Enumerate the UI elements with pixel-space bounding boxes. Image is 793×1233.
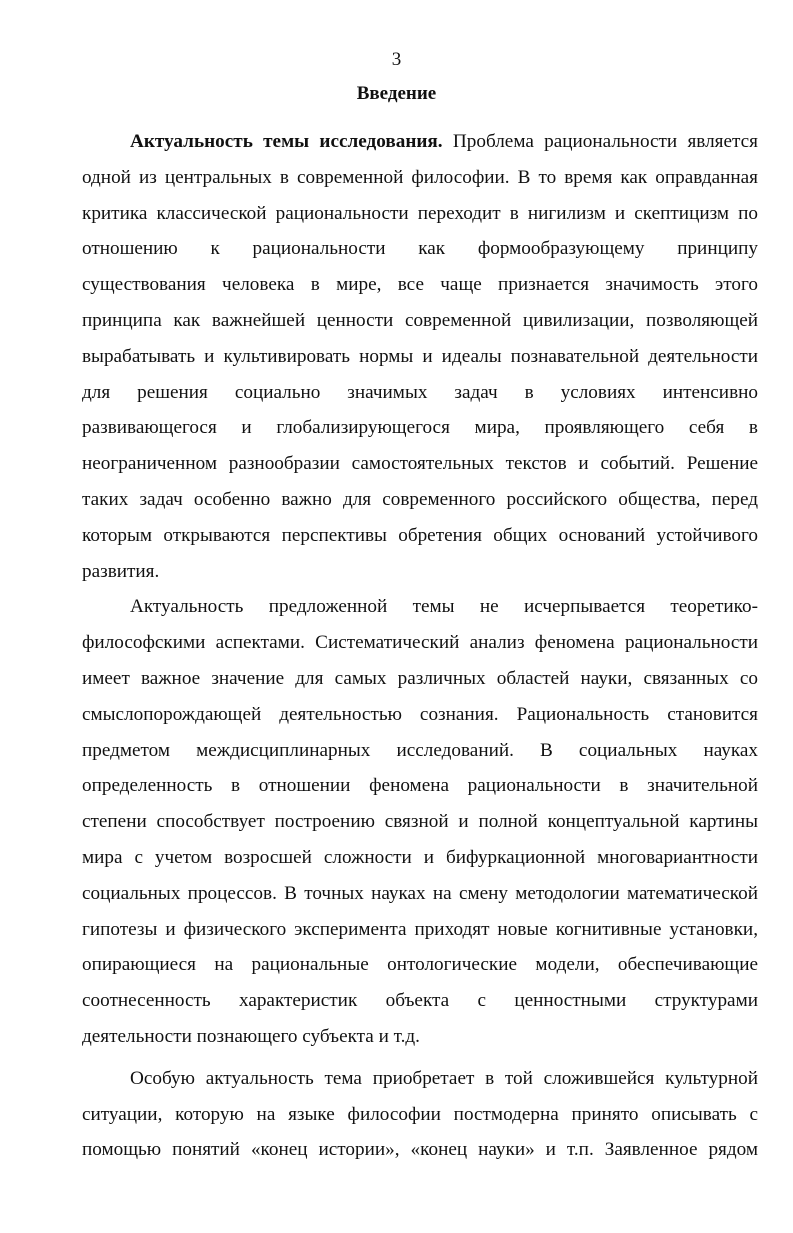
text-line: ситуации, которую на языке философии постмодерна принято описывать с bbox=[82, 1103, 758, 1125]
text-line: вырабатывать и культивировать нормы и идеалы познавательной деятельности bbox=[82, 345, 758, 367]
text-line: отношению к рациональности как формообразующему принципу bbox=[82, 238, 758, 260]
text-line: гипотезы и физического эксперимента приходят новые когнитивные установки, bbox=[82, 918, 758, 940]
text-line: социальных процессов. В точных науках на смену методологии математической bbox=[82, 882, 758, 904]
text-line: определенность в отношении феномена рациональности в значительной bbox=[82, 775, 758, 797]
text-line: развивающегося и глобализирующегося мира, проявляющего себя в bbox=[82, 417, 758, 439]
text-line: таких задач особенно важно для современного российского общества, перед bbox=[82, 488, 758, 510]
text-line: неограниченном разнообразии самостоятельных текстов и событий. Решение bbox=[82, 453, 758, 475]
text-line: существования человека в мире, все чаще признается значимость этого bbox=[82, 274, 758, 296]
paragraph-3 bbox=[82, 1061, 758, 1168]
text-line: принципа как важнейшей ценности современной цивилизации, позволяющей bbox=[82, 309, 758, 331]
text-line: соотнесенность характеристик объекта с ценностными структурами bbox=[82, 990, 758, 1012]
paragraph-2 bbox=[82, 589, 758, 1054]
text-line: одной из центральных в современной философии. В то время как оправданная bbox=[82, 166, 758, 188]
text-line: смыслопорождающей деятельностью сознания. Рациональность становится bbox=[82, 703, 758, 725]
body-text bbox=[82, 124, 758, 1168]
text-line: Актуальность темы исследования. Проблема рациональности является bbox=[130, 131, 758, 152]
text-line: предметом междисциплинарных исследований. В социальных науках bbox=[82, 739, 758, 761]
text-line: опирающиеся на рациональные онтологические модели, обеспечивающие bbox=[82, 954, 758, 976]
text-line: развития. bbox=[82, 560, 160, 582]
lead-bold-phrase: Актуальность темы исследования. bbox=[130, 131, 443, 152]
text-line: мира с учетом возросшей сложности и бифуркационной многовариантности bbox=[82, 846, 758, 868]
section-heading: Введение bbox=[356, 83, 437, 104]
page-number: 3 bbox=[391, 49, 402, 70]
text-line: имеет важное значение для самых различных областей науки, связанных со bbox=[82, 667, 758, 689]
text-line: которым открываются перспективы обретения общих оснований устойчивого bbox=[82, 524, 758, 546]
text-line: Актуальность предложенной темы не исчерпывается теоретико- bbox=[130, 596, 758, 618]
paragraph-1 bbox=[82, 124, 758, 589]
text-line: философскими аспектами. Систематический анализ феномена рациональности bbox=[82, 632, 758, 654]
text-line: критика классической рациональности переходит в нигилизм и скептицизм по bbox=[82, 202, 758, 224]
text-line: деятельности познающего субъекта и т.д. bbox=[82, 1025, 420, 1047]
text-line: для решения социально значимых задач в условиях интенсивно bbox=[82, 381, 758, 403]
text-line: помощью понятий «конец истории», «конец науки» и т.п. Заявленное рядом bbox=[82, 1139, 758, 1161]
text-line: Особую актуальность тема приобретает в той сложившейся культурной bbox=[130, 1067, 758, 1089]
text-line: степени способствует построению связной и полной концептуальной картины bbox=[82, 811, 758, 833]
